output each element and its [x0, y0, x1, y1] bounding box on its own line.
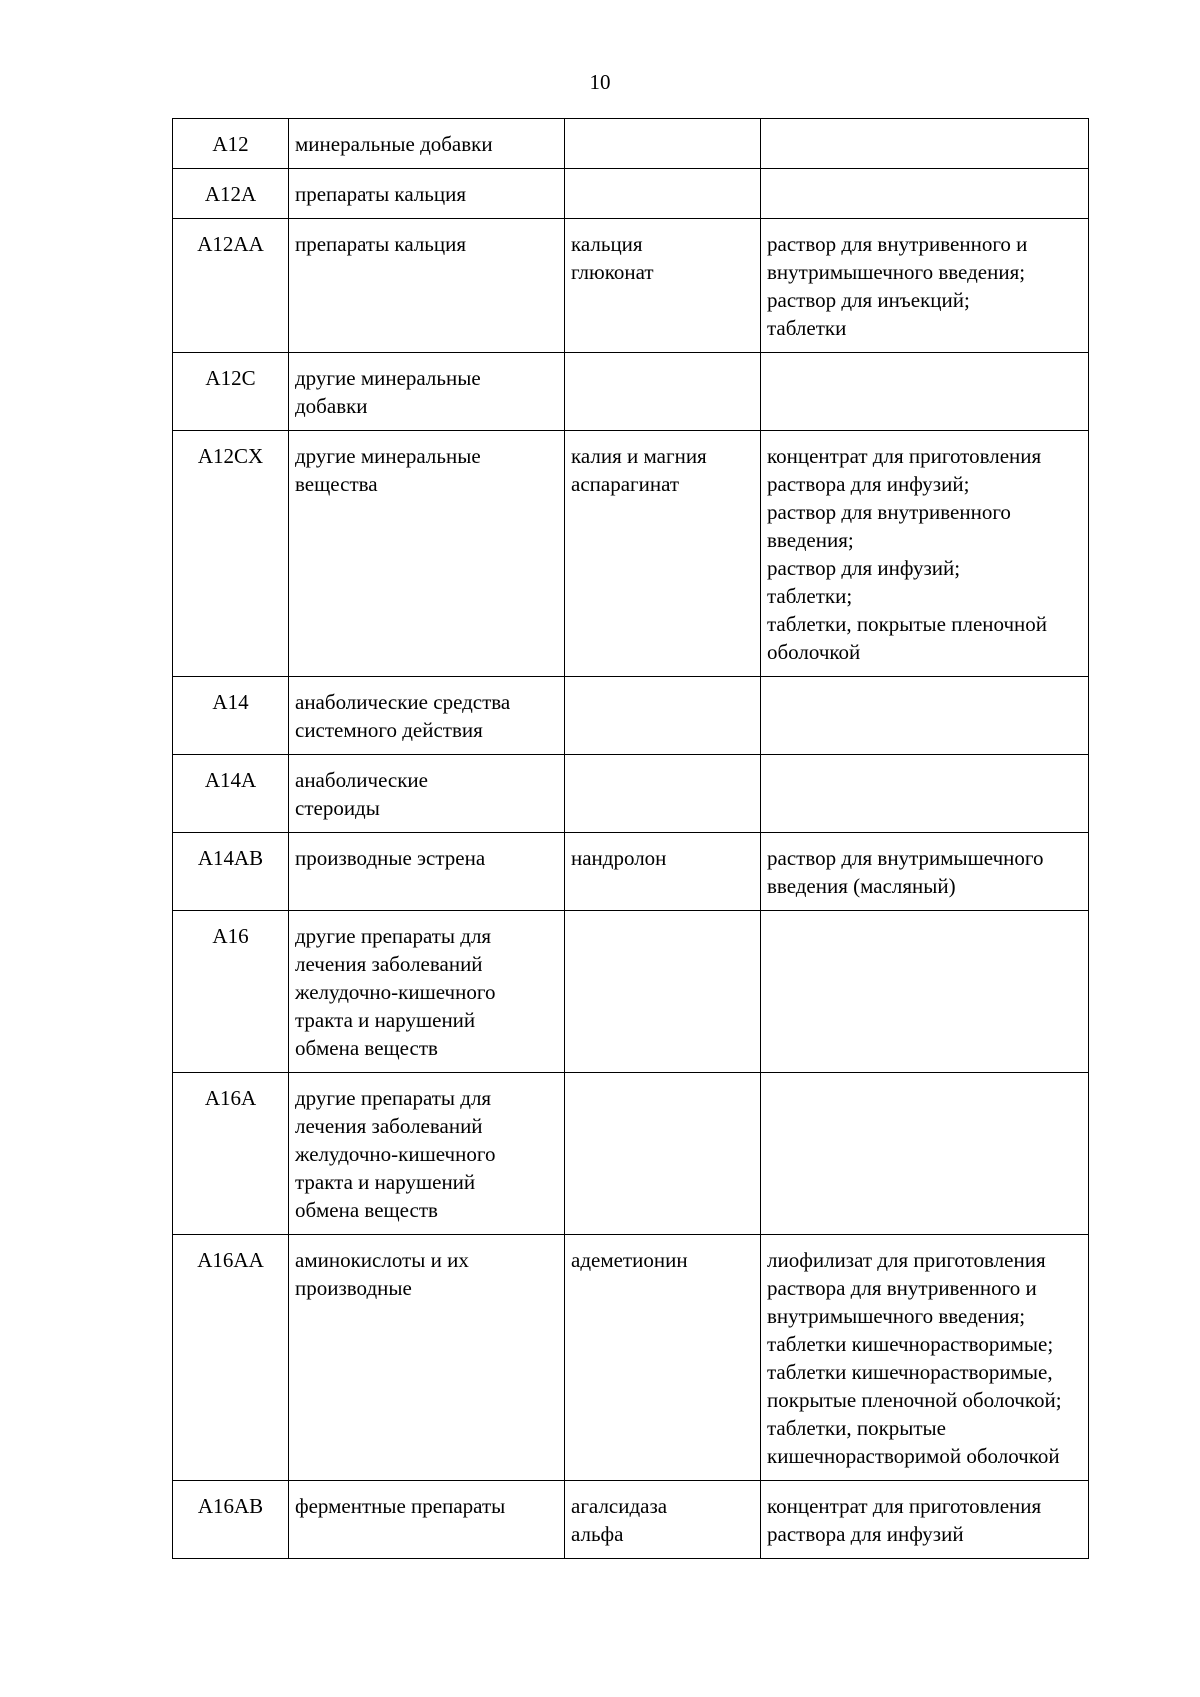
dosage-forms-line: таблетки кишечнорастворимые;: [767, 1332, 1054, 1356]
atc-code-cell: A14AB: [173, 833, 289, 911]
group-line: препараты кальция: [295, 232, 467, 256]
drug-name-cell: [565, 755, 761, 833]
atc-code-cell: A16: [173, 911, 289, 1073]
dosage-forms-line: концентрат для приготовления: [767, 444, 1042, 468]
atc-code-cell: A12: [173, 119, 289, 169]
dosage-forms-line: таблетки;: [767, 584, 853, 608]
drug-name-line: адеметионин: [571, 1248, 688, 1272]
dosage-forms-cell: [761, 1073, 1089, 1235]
dosage-forms-cell: [761, 431, 1089, 677]
atc-code-cell: A16A: [173, 1073, 289, 1235]
table-row: [173, 677, 1089, 755]
dosage-forms-line: лиофилизат для приготовления: [767, 1248, 1046, 1272]
dosage-forms-line: раствор для внутривенного и: [767, 232, 1028, 256]
group-cell: [289, 1235, 565, 1481]
group-line: анаболические: [295, 768, 428, 792]
group-line: анаболические средства: [295, 690, 511, 714]
table-body: [173, 119, 1089, 1559]
group-line: другие препараты для: [295, 1086, 492, 1110]
group-line: добавки: [295, 394, 368, 418]
group-line: другие препараты для: [295, 924, 492, 948]
group-cell: [289, 219, 565, 353]
group-line: производные эстрена: [295, 846, 486, 870]
dosage-forms-cell: [761, 219, 1089, 353]
dosage-forms-line: кишечнорастворимой оболочкой: [767, 1444, 1060, 1468]
table-row: [173, 119, 1089, 169]
dosage-forms-line: раствора для внутривенного и: [767, 1276, 1037, 1300]
drug-name-line: глюконат: [571, 260, 654, 284]
group-cell: [289, 1481, 565, 1559]
drug-name-cell: [565, 219, 761, 353]
atc-code-cell: A12AA: [173, 219, 289, 353]
atc-code-cell: A12A: [173, 169, 289, 219]
group-line: аминокислоты и их: [295, 1248, 469, 1272]
table-row: [173, 431, 1089, 677]
drug-name-cell: [565, 1235, 761, 1481]
dosage-forms-cell: [761, 169, 1089, 219]
group-line: ферментные препараты: [295, 1494, 506, 1518]
table-row: [173, 833, 1089, 911]
table-row: [173, 219, 1089, 353]
group-cell: [289, 431, 565, 677]
atc-code-cell: A12C: [173, 353, 289, 431]
dosage-forms-line: таблетки, покрытые: [767, 1416, 946, 1440]
group-cell: [289, 911, 565, 1073]
table-row: [173, 1235, 1089, 1481]
group-cell: [289, 1073, 565, 1235]
dosage-forms-line: раствора для инфузий: [767, 1522, 964, 1546]
drug-name-line: альфа: [571, 1522, 624, 1546]
group-line: другие минеральные: [295, 444, 481, 468]
drug-name-cell: [565, 1481, 761, 1559]
dosage-forms-line: раствор для инъекций;: [767, 288, 970, 312]
drug-name-cell: [565, 169, 761, 219]
dosage-forms-line: раствор для внутримышечного: [767, 846, 1044, 870]
dosage-forms-line: внутримышечного введения;: [767, 260, 1026, 284]
dosage-forms-line: покрытые пленочной оболочкой;: [767, 1388, 1062, 1412]
drug-name-cell: [565, 1073, 761, 1235]
group-line: обмена веществ: [295, 1036, 438, 1060]
group-line: вещества: [295, 472, 378, 496]
group-line: тракта и нарушений: [295, 1008, 476, 1032]
dosage-forms-cell: [761, 677, 1089, 755]
group-line: тракта и нарушений: [295, 1170, 476, 1194]
drug-name-cell: [565, 119, 761, 169]
group-cell: [289, 755, 565, 833]
dosage-forms-line: введения;: [767, 528, 854, 552]
atc-code-cell: A12CX: [173, 431, 289, 677]
group-line: производные: [295, 1276, 412, 1300]
drug-name-line: нандролон: [571, 846, 667, 870]
table-row: [173, 1073, 1089, 1235]
group-line: минеральные добавки: [295, 132, 493, 156]
group-line: системного действия: [295, 718, 483, 742]
group-line: препараты кальция: [295, 182, 467, 206]
dosage-forms-line: раствор для инфузий;: [767, 556, 961, 580]
dosage-forms-cell: [761, 833, 1089, 911]
dosage-forms-line: концентрат для приготовления: [767, 1494, 1042, 1518]
drug-name-cell: [565, 677, 761, 755]
page-number: 10: [589, 70, 611, 94]
group-line: желудочно-кишечного: [295, 980, 496, 1004]
drug-name-cell: [565, 911, 761, 1073]
table-row: [173, 911, 1089, 1073]
group-cell: [289, 169, 565, 219]
group-cell: [289, 119, 565, 169]
table-row: [173, 353, 1089, 431]
atc-code-cell: A14: [173, 677, 289, 755]
dosage-forms-cell: [761, 755, 1089, 833]
drug-name-line: агалсидаза: [571, 1494, 668, 1518]
dosage-forms-line: таблетки кишечнорастворимые,: [767, 1360, 1053, 1384]
drug-name-line: калия и магния: [571, 444, 707, 468]
group-cell: [289, 833, 565, 911]
table-row: [173, 755, 1089, 833]
group-line: лечения заболеваний: [295, 952, 483, 976]
drug-table: [172, 118, 1089, 1559]
dosage-forms-cell: [761, 119, 1089, 169]
group-line: лечения заболеваний: [295, 1114, 483, 1138]
table-row: [173, 1481, 1089, 1559]
dosage-forms-line: введения (масляный): [767, 874, 956, 898]
dosage-forms-line: внутримышечного введения;: [767, 1304, 1026, 1328]
atc-code-cell: A14A: [173, 755, 289, 833]
drug-name-cell: [565, 833, 761, 911]
table-row: [173, 169, 1089, 219]
group-line: другие минеральные: [295, 366, 481, 390]
dosage-forms-line: таблетки: [767, 316, 847, 340]
drug-name-line: кальция: [571, 232, 643, 256]
dosage-forms-cell: [761, 1481, 1089, 1559]
atc-code-cell: A16AA: [173, 1235, 289, 1481]
dosage-forms-cell: [761, 353, 1089, 431]
dosage-forms-cell: [761, 911, 1089, 1073]
dosage-forms-line: раствор для внутривенного: [767, 500, 1011, 524]
dosage-forms-line: оболочкой: [767, 640, 861, 664]
drug-name-cell: [565, 431, 761, 677]
group-cell: [289, 677, 565, 755]
group-cell: [289, 353, 565, 431]
drug-name-cell: [565, 353, 761, 431]
group-line: обмена веществ: [295, 1198, 438, 1222]
group-line: желудочно-кишечного: [295, 1142, 496, 1166]
dosage-forms-line: таблетки, покрытые пленочной: [767, 612, 1048, 636]
dosage-forms-cell: [761, 1235, 1089, 1481]
atc-code-cell: A16AB: [173, 1481, 289, 1559]
group-line: стероиды: [295, 796, 380, 820]
drug-name-line: аспарагинат: [571, 472, 680, 496]
dosage-forms-line: раствора для инфузий;: [767, 472, 970, 496]
